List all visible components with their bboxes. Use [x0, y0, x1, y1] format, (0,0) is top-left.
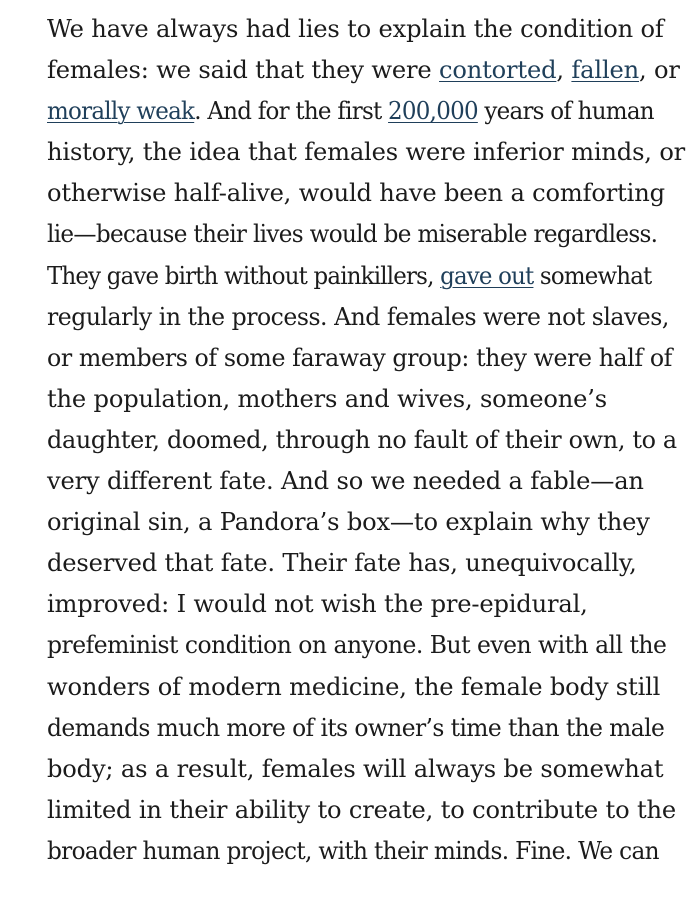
inline-link[interactable]: morally weak: [47, 97, 195, 126]
text-line: [47, 749, 686, 790]
text-segment: deserved that fate. Their fate has, unequivocally,: [47, 549, 637, 578]
text-line: [47, 50, 686, 91]
text-segment: . And for the first: [194, 97, 389, 126]
text-line: [47, 831, 660, 872]
text-line: [47, 790, 686, 831]
text-line: [47, 502, 686, 543]
text-segment: females: we said that they were: [47, 56, 440, 85]
text-segment: body; as a result, females will always be somewhat: [47, 754, 664, 783]
text-line: [47, 379, 686, 420]
inline-link[interactable]: gave out: [440, 261, 534, 290]
text-segment: history, the idea that females were inferior minds, or: [47, 138, 686, 167]
text-segment: the population, mothers and wives, someone’s: [47, 384, 607, 413]
text-segment: years of human: [477, 97, 654, 126]
text-segment: demands much more of its owner’s time than the male: [47, 713, 665, 742]
text-segment: wonders of modern medicine, the female body still: [47, 672, 661, 701]
text-line: [47, 667, 686, 708]
text-line: [47, 173, 686, 214]
text-segment: regularly in the process. And females were not slaves,: [47, 302, 669, 331]
text-segment: or members of some faraway group: they were half of: [47, 343, 673, 372]
text-line: [47, 420, 678, 461]
text-line: [47, 214, 658, 255]
text-line: [47, 9, 686, 50]
text-segment: broader human project, with their minds. Fine. We can: [47, 836, 659, 865]
text-line: [47, 132, 686, 173]
text-segment: otherwise half-alive, would have been a comforting: [47, 179, 665, 208]
text-segment: daughter, doomed, through no fault of their own, to a: [47, 425, 677, 454]
text-segment: somewhat: [533, 261, 652, 290]
article-body: [47, 9, 687, 872]
text-segment: original sin, a Pandora’s box—to explain why they: [47, 508, 650, 537]
inline-link[interactable]: 200,000: [388, 97, 478, 126]
text-segment: improved: I would not wish the pre-epidural,: [47, 590, 588, 619]
text-line: [47, 584, 686, 625]
text-segment: , or: [639, 56, 680, 85]
text-segment: prefeminist condition on anyone. But even with all the: [47, 631, 667, 660]
text-line: [47, 461, 686, 502]
text-line: [47, 297, 669, 338]
inline-link[interactable]: fallen: [571, 56, 640, 85]
text-segment: limited in their ability to create, to contribute to the: [47, 795, 677, 824]
text-segment: very different fate. And so we needed a fable—an: [47, 467, 644, 496]
inline-link[interactable]: contorted: [439, 56, 557, 85]
text-line: [47, 256, 652, 297]
text-segment: lie—because their lives would be miserable regardless.: [47, 220, 658, 249]
text-line: [47, 625, 668, 666]
text-segment: We have always had lies to explain the condition of: [47, 15, 664, 43]
text-line: [47, 338, 673, 379]
text-segment: ,: [556, 56, 572, 85]
text-line: [47, 543, 686, 584]
text-line: [47, 708, 665, 749]
text-line: [47, 91, 655, 132]
text-segment: They gave birth without painkillers,: [47, 261, 441, 290]
